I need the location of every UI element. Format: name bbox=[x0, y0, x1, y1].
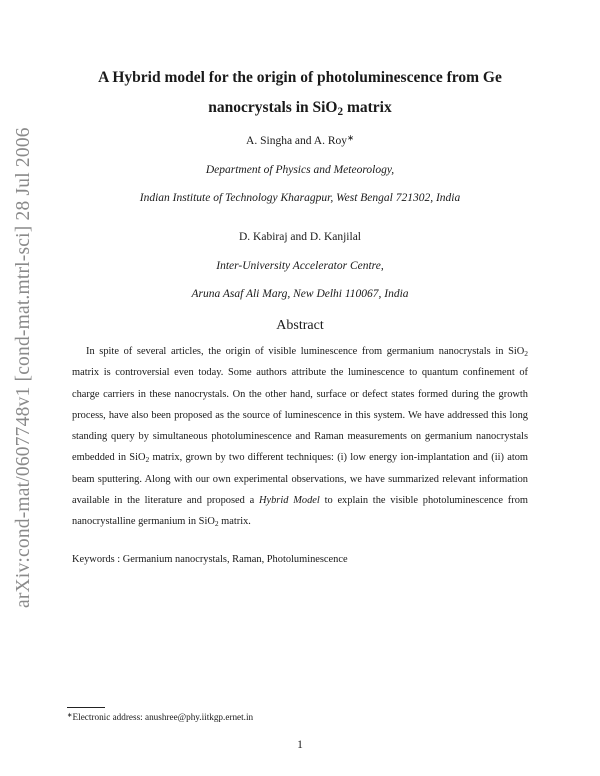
affiliation-institution-1: Indian Institute of Technology Kharagpur, West Bengal 721302, India bbox=[139, 192, 461, 204]
abstract-heading: Abstract bbox=[276, 318, 324, 333]
title-line-2: nanocrystals in SiO$_2$ matrix bbox=[208, 99, 392, 118]
title-line-1: A Hybrid model for the origin of photoluminescence from Ge bbox=[98, 69, 502, 86]
keywords: Keywords : Germanium nanocrystals, Raman, Photoluminescence bbox=[72, 554, 348, 565]
hybrid-model-emphasis: Hybrid Model bbox=[259, 495, 320, 507]
author-footnote-marker: ∗ bbox=[347, 133, 354, 143]
affiliation-address-2: Aruna Asaf Ali Marg, New Delhi 110067, India bbox=[191, 288, 409, 300]
page-number: 1 bbox=[297, 739, 303, 751]
footnote: ∗Electronic address: anushree@phy.iitkgp.ernet.in bbox=[67, 712, 254, 722]
footnote-rule bbox=[67, 707, 105, 708]
authors-group-2: D. Kabiraj and D. Kanjilal bbox=[239, 231, 361, 243]
authors-group-1: A. Singha and A. Roy∗ bbox=[246, 133, 354, 147]
affiliation-department-1: Department of Physics and Meteorology, bbox=[205, 164, 395, 176]
paper-title bbox=[60, 63, 540, 123]
arxiv-identifier: arXiv:cond-mat/0607748v1 [cond-mat.mtrl-sci] 28 Jul 2006 bbox=[13, 127, 34, 608]
affiliation-department-2: Inter-University Accelerator Centre, bbox=[216, 260, 384, 272]
abstract-body: In spite of several articles, the origin of visible luminescence from germanium nanocrystals in SiO$_2$ matrix is controversial even today. Some authors attribute the luminescence to quantum confinement of charge carriers in these nanocrystals. On the other hand, surface or defect states formed during the growth process, have also been proposed as the source of luminescence in this system. We have addressed this long standing query by simultaneous photoluminescence and Raman measurements on germanium nanocrystals embedded in SiO$_2$ matrix, grown by two different techniques: (i) low energy ion-implantation and (ii) atom beam sputtering. Along with our own experimental observations, we have summarized relevant information available in the literature and proposed a Hybrid Model to explain the visible photoluminescence from nanocrystalline germanium in SiO$_2$ matrix. bbox=[72, 346, 528, 529]
